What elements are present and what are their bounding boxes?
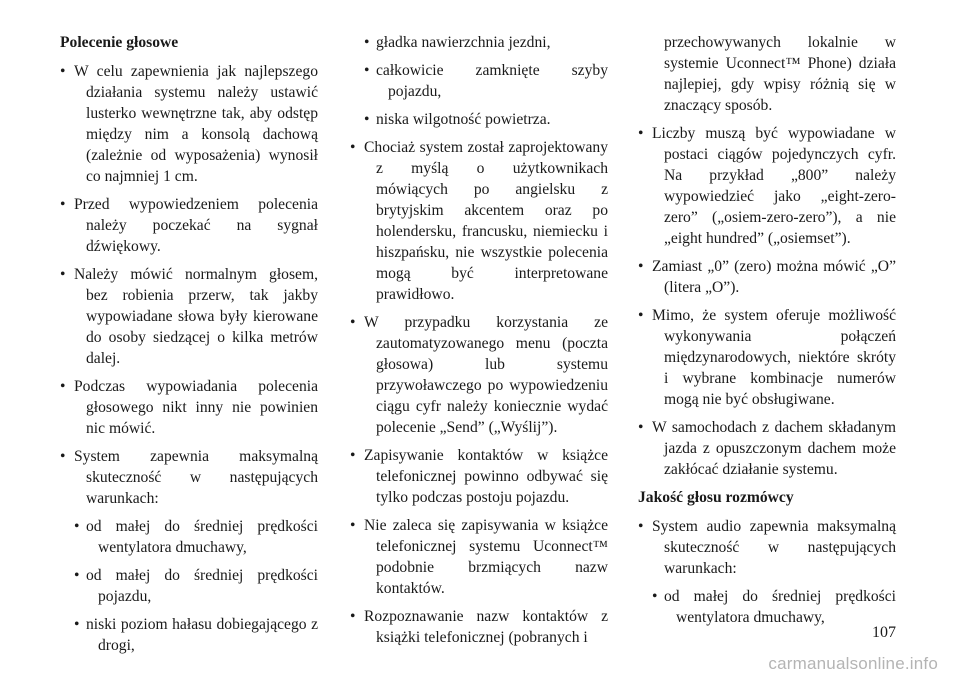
list-item: • Należy mówić normalnym głosem, bez robienia przerw, tak jakby wypowiadane słowa były kierowane do osoby siedzącej o kilka metrów dalej. xyxy=(60,264,318,369)
list-item: • Chociaż system został zaprojektowany z myślą o użytkownikach mówiących po angielsku z brytyjskim akcentem oraz po holendersku, francusku, niemiecku i hiszpańsku, nie wszystkie polecenia mogą być interpretowane prawidłowo. xyxy=(350,137,608,305)
bullet-list xyxy=(638,516,896,628)
section-heading-voice-command: Polecenie głosowe xyxy=(60,34,179,51)
list-item: • W celu zapewnienia jak najlepszego działania systemu należy ustawić lusterko wewnętrzne tak, aby odstęp między nim a konsolą dachową (zależnie od wyposażenia) wynosił co najmniej 1 cm. xyxy=(60,61,318,187)
section-heading-caller-voice-quality: Jakość głosu rozmówcy xyxy=(638,489,794,506)
page-number: 107 xyxy=(872,624,896,641)
list-item: • System zapewnia maksymalną skuteczność w następujących warunkach: xyxy=(60,446,318,509)
list-item: • W samochodach z dachem składanym jazda z opuszczonym dachem może zakłócać działanie systemu. xyxy=(638,417,896,480)
list-item: • W przypadku korzystania ze zautomatyzowanego menu (poczta głosowa) lub systemu przywoławczego po wypowiedzeniu ciągu cyfr należy koniecznie wydać polecenie „Send” („Wyślij”). xyxy=(350,312,608,438)
column-1 xyxy=(60,32,318,663)
list-item: • Rozpoznawanie nazw kontaktów z książki telefonicznej (pobranych i xyxy=(350,606,608,648)
sub-list-item: • niski poziom hałasu dobiegającego z drogi, xyxy=(60,614,318,656)
list-item: • Przed wypowiedzeniem polecenia należy poczekać na sygnał dźwiękowy. xyxy=(60,194,318,257)
sub-list-item: • niska wilgotność powietrza. xyxy=(350,109,608,130)
list-item: • Nie zaleca się zapisywania w książce telefonicznej systemu Uconnect™ podobnie brzmiących nazw kontaktów. xyxy=(350,515,608,599)
column-3 xyxy=(638,32,896,635)
list-item: • Zamiast „0” (zero) można mówić „O” (litera „O”). xyxy=(638,256,896,298)
list-item: • System audio zapewnia maksymalną skuteczność w następujących warunkach: xyxy=(638,516,896,579)
column-2 xyxy=(350,32,608,655)
sub-list-item: • od małej do średniej prędkości wentylatora dmuchawy, xyxy=(60,516,318,558)
watermark: carmanualsonline.info xyxy=(768,654,938,673)
sub-list-item: • gładka nawierzchnia jezdni, xyxy=(350,32,608,53)
list-item: • Liczby muszą być wypowiadane w postaci ciągów pojedynczych cyfr. Na przykład „800” należy wypowiedzieć jako „eight-zero-zero” („osiem-zero-zero”), a nie „eight hundred” („osiemset”). xyxy=(638,123,896,249)
list-item: • Podczas wypowiadania polecenia głosowego nikt inny nie powinien nic mówić. xyxy=(60,376,318,439)
bullet-list xyxy=(60,61,318,656)
sub-list-item: • całkowicie zamknięte szyby pojazdu, xyxy=(350,60,608,102)
list-item: • Zapisywanie kontaktów w książce telefonicznej powinno odbywać się tylko podczas postoju pojazdu. xyxy=(350,445,608,508)
list-item-continuation: przechowywanych lokalnie w systemie Uconnect™ Phone) działa najlepiej, gdy wpisy różnią się w znaczący sposób. xyxy=(664,34,896,114)
bullet-list xyxy=(638,32,896,480)
sub-list-item: • od małej do średniej prędkości wentylatora dmuchawy, xyxy=(638,586,896,628)
bullet-list xyxy=(350,32,608,648)
sub-list-item: • od małej do średniej prędkości pojazdu, xyxy=(60,565,318,607)
list-item: • Mimo, że system oferuje możliwość wykonywania połączeń międzynarodowych, niektóre skróty i wybrane kombinacje numerów mogą nie być obsługiwane. xyxy=(638,305,896,410)
